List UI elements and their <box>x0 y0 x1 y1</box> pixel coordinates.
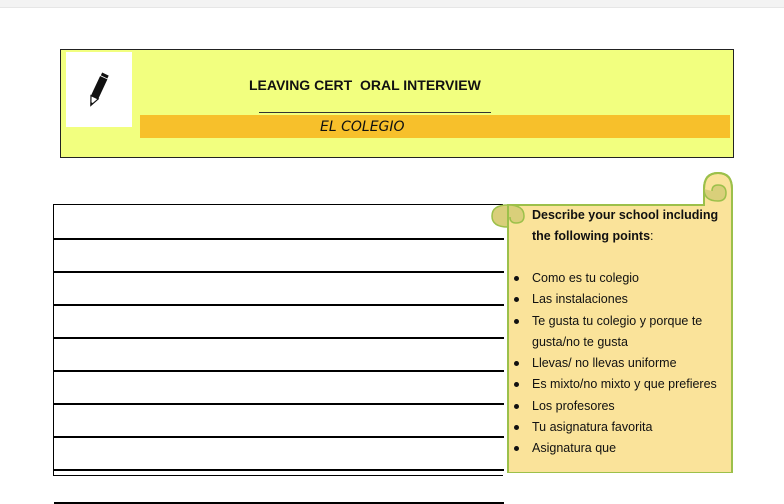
topic-subtitle: EL COLEGIO <box>320 119 405 135</box>
point-item: Las instalaciones <box>510 289 732 310</box>
pencil-icon-frame <box>66 52 132 127</box>
answer-line <box>54 337 504 339</box>
answer-line <box>54 271 504 273</box>
answer-lines-area[interactable] <box>53 204 503 476</box>
page-title: LEAVING CERT ORAL INTERVIEW <box>249 77 481 93</box>
prompt-tail: : <box>650 229 654 243</box>
subtitle-bar <box>140 115 730 138</box>
answer-line <box>54 238 504 240</box>
point-item: Como es tu colegio <box>510 268 732 289</box>
answer-line <box>54 436 504 438</box>
prompt <box>532 205 732 247</box>
point-item: Los profesores <box>510 396 732 417</box>
answer-line <box>54 304 504 306</box>
point-item: Es mixto/no mixto y que prefieres <box>510 374 732 395</box>
point-item: Asignatura que <box>510 438 732 459</box>
answer-line <box>54 370 504 372</box>
points-list <box>510 268 732 460</box>
header-banner <box>60 49 734 158</box>
scroll-text <box>532 205 732 460</box>
point-item: Llevas/ no llevas uniforme <box>510 353 732 374</box>
point-item: Te gusta tu colegio y porque te gusta/no te gusta <box>510 311 732 354</box>
pencil-icon <box>86 70 110 110</box>
point-item: Tu asignatura favorita <box>510 417 732 438</box>
answer-line <box>54 469 504 471</box>
window-top-strip <box>0 0 784 8</box>
title-underline <box>259 112 491 113</box>
answer-line <box>54 403 504 405</box>
prompt-bold: Describe your school including the following points <box>532 208 719 243</box>
